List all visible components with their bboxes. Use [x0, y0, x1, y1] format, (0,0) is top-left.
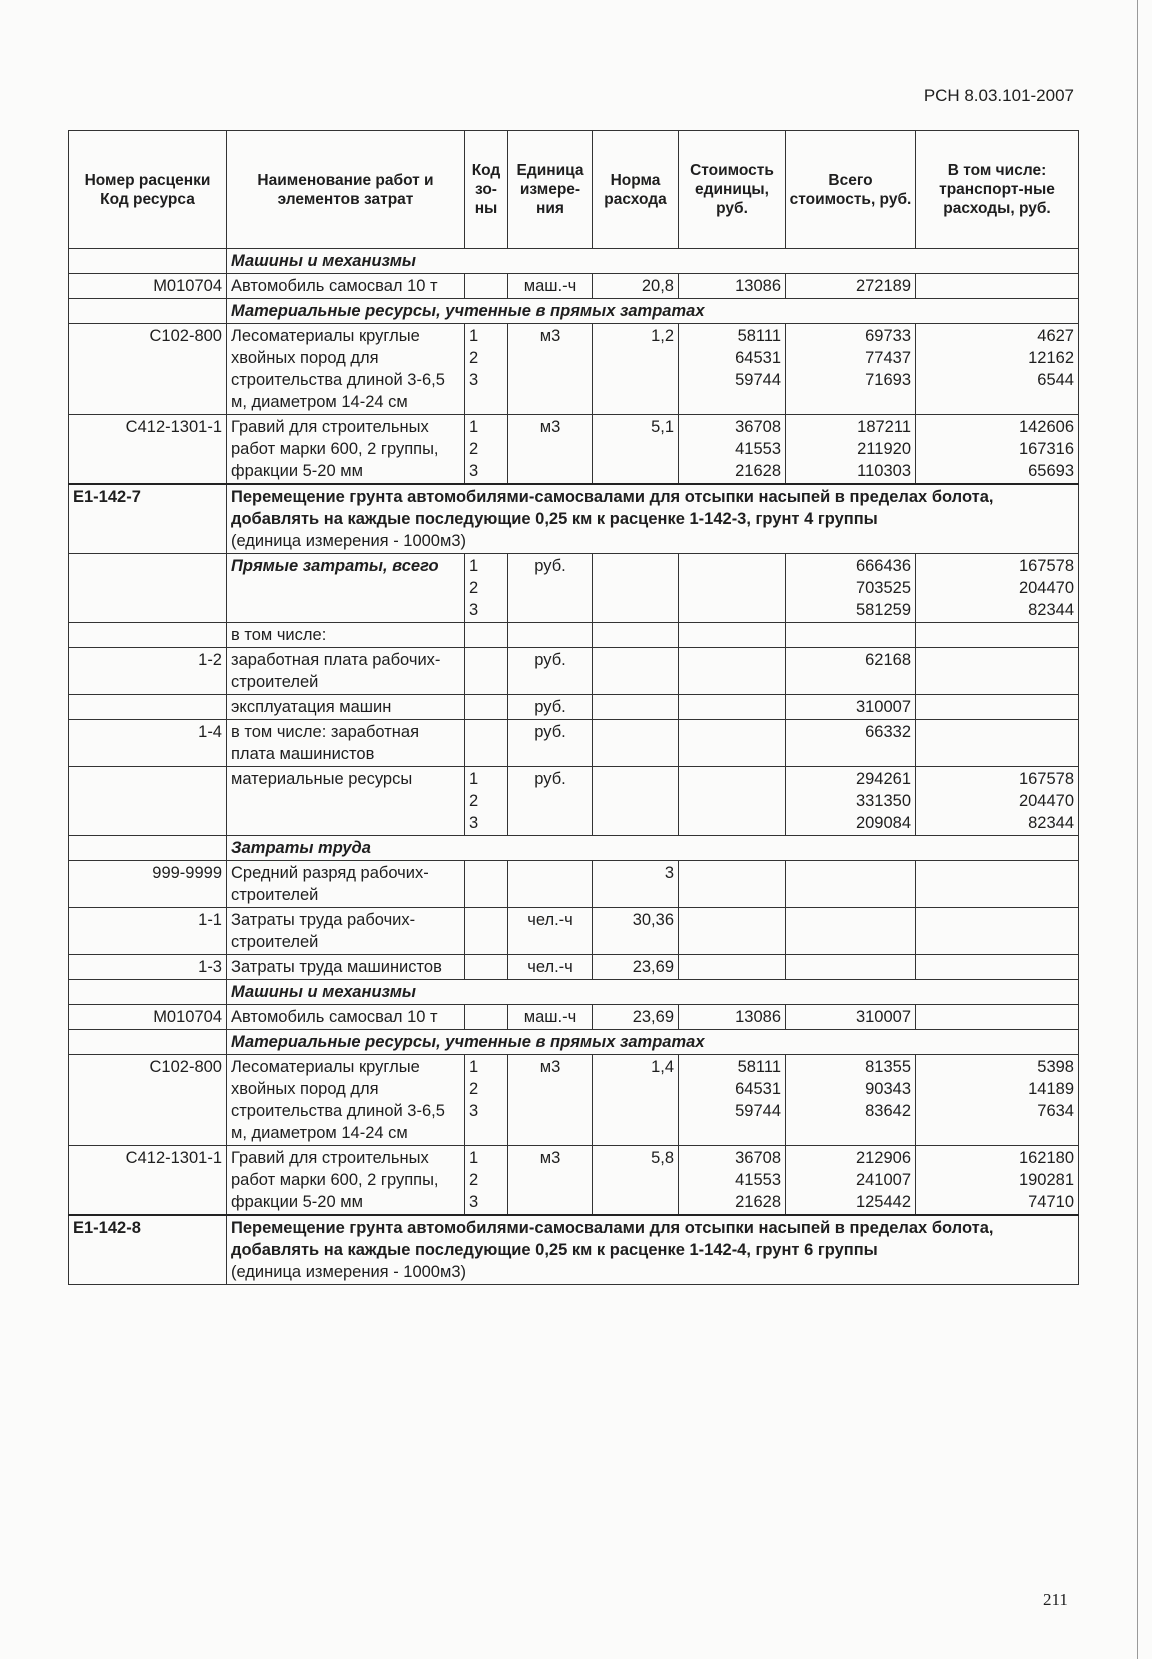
rate-title-cell [227, 1215, 1079, 1285]
header-unit: Единица измере-ния [508, 131, 593, 249]
resource-name: Автомобиль самосвал 10 т [227, 274, 465, 299]
rate-code: Е1-142-7 [69, 484, 227, 554]
section-title: Машины и механизмы [227, 249, 1079, 274]
unit: маш.-ч [508, 274, 593, 299]
table-row [69, 955, 1079, 980]
header-unit-cost: Стоимость единицы, руб. [679, 131, 786, 249]
page-number: 211 [1043, 1590, 1068, 1609]
transport-cell: 4627 12162 6544 [916, 324, 1079, 415]
unit: чел.-ч [508, 908, 593, 955]
resource-code: 999-9999 [69, 861, 227, 908]
direct-costs-label: Прямые затраты, всего [227, 554, 465, 623]
header-name: Наименование работ и элементов затрат [227, 131, 465, 249]
table-header-row [69, 131, 1079, 249]
unit: руб. [508, 648, 593, 695]
resource-name: Автомобиль самосвал 10 т [227, 1005, 465, 1030]
norm: 20,8 [593, 274, 679, 299]
norm: 5,1 [593, 415, 679, 485]
resource-code: 1-4 [69, 720, 227, 767]
total-cost: 310007 [786, 1005, 916, 1030]
resource-code: С102-800 [69, 324, 227, 415]
section-title: Материальные ресурсы, учтенные в прямых затратах [227, 299, 1079, 324]
table-row [69, 695, 1079, 720]
table-row [69, 1146, 1079, 1216]
norm: 23,69 [593, 955, 679, 980]
zones-cell: 1 2 3 [465, 1055, 508, 1146]
resource-name: эксплуатация машин [227, 695, 465, 720]
section-row [69, 299, 1079, 324]
rate-header-row [69, 484, 1079, 554]
table-row [69, 767, 1079, 836]
resource-name: Средний разряд рабочих-строителей [227, 861, 465, 908]
resource-name: материальные ресурсы [227, 767, 465, 836]
zones-cell: 1 2 3 [465, 1146, 508, 1216]
unit: м3 [508, 415, 593, 485]
table-row [69, 648, 1079, 695]
resource-name: заработная плата рабочих-строителей [227, 648, 465, 695]
resource-code: С412-1301-1 [69, 415, 227, 485]
norm: 1,4 [593, 1055, 679, 1146]
transport-cell: 5398 14189 7634 [916, 1055, 1079, 1146]
table-row [69, 324, 1079, 415]
scan-edge-line [1137, 0, 1138, 1659]
total-cost: 272189 [786, 274, 916, 299]
resource-code: С412-1301-1 [69, 1146, 227, 1216]
header-zone: Код зо-ны [465, 131, 508, 249]
unit-costs-cell: 58111 64531 59744 [679, 324, 786, 415]
section-row [69, 836, 1079, 861]
norm: 1,2 [593, 324, 679, 415]
totals-cell: 81355 90343 83642 [786, 1055, 916, 1146]
unit-costs-cell: 58111 64531 59744 [679, 1055, 786, 1146]
rate-code: Е1-142-8 [69, 1215, 227, 1285]
transport-cell: 162180 190281 74710 [916, 1146, 1079, 1216]
unit: руб. [508, 695, 593, 720]
table-row [69, 908, 1079, 955]
document-code: РСН 8.03.101-2007 [923, 86, 1074, 105]
totals-cell: 294261 331350 209084 [786, 767, 916, 836]
transport-cell: 167578 204470 82344 [916, 767, 1079, 836]
zones-cell: 1 2 3 [465, 415, 508, 485]
resource-name: Лесоматериалы круглые хвойных пород для строительства длиной 3-6,5 м, диаметром 14-24 см [227, 1055, 465, 1146]
resource-name: Затраты труда рабочих-строителей [227, 908, 465, 955]
transport-cell: 167578 204470 82344 [916, 554, 1079, 623]
header-code: Номер расценки Код ресурса [69, 131, 227, 249]
zones-cell: 1 2 3 [465, 324, 508, 415]
unit-cost: 13086 [679, 1005, 786, 1030]
section-row [69, 249, 1079, 274]
total-cost: 66332 [786, 720, 916, 767]
resource-name: Затраты труда машинистов [227, 955, 465, 980]
rate-title: Перемещение грунта автомобилями-самосвалами для отсыпки насыпей в пределах болота, добавлять на каждые последующие 0,25 км к расценке 1-142-4, грунт 6 группы [231, 1219, 994, 1259]
table-row [69, 623, 1079, 648]
header-transport: В том числе: транспорт-ные расходы, руб. [916, 131, 1079, 249]
resource-code: С102-800 [69, 1055, 227, 1146]
table-row [69, 274, 1079, 299]
including-label: в том числе: [227, 623, 465, 648]
unit: чел.-ч [508, 955, 593, 980]
resource-name: Гравий для строительных работ марки 600, 2 группы, фракции 5-20 мм [227, 415, 465, 485]
total-cost: 310007 [786, 695, 916, 720]
norm: 23,69 [593, 1005, 679, 1030]
resource-code: 1-1 [69, 908, 227, 955]
resource-code: 1-2 [69, 648, 227, 695]
header-norm: Норма расхода [593, 131, 679, 249]
resource-name: Гравий для строительных работ марки 600, 2 группы, фракции 5-20 мм [227, 1146, 465, 1216]
transport-cell: 142606 167316 65693 [916, 415, 1079, 485]
table-row [69, 554, 1079, 623]
unit-costs-cell: 36708 41553 21628 [679, 1146, 786, 1216]
unit: руб. [508, 720, 593, 767]
unit: маш.-ч [508, 1005, 593, 1030]
rate-header-row [69, 1215, 1079, 1285]
norm: 3 [593, 861, 679, 908]
total-cost: 62168 [786, 648, 916, 695]
unit-cost: 13086 [679, 274, 786, 299]
section-title: Материальные ресурсы, учтенные в прямых затратах [227, 1030, 1079, 1055]
table-row [69, 720, 1079, 767]
unit: м3 [508, 1055, 593, 1146]
resource-code: М010704 [69, 1005, 227, 1030]
section-row [69, 980, 1079, 1005]
section-title: Машины и механизмы [227, 980, 1079, 1005]
resource-name: Лесоматериалы круглые хвойных пород для строительства длиной 3-6,5 м, диаметром 14-24 см [227, 324, 465, 415]
unit-costs-cell: 36708 41553 21628 [679, 415, 786, 485]
unit: руб. [508, 767, 593, 836]
table-row [69, 1005, 1079, 1030]
totals-cell: 212906 241007 125442 [786, 1146, 916, 1216]
unit: руб. [508, 554, 593, 623]
resource-code: М010704 [69, 274, 227, 299]
unit: м3 [508, 1146, 593, 1216]
totals-cell: 666436 703525 581259 [786, 554, 916, 623]
table-row [69, 1055, 1079, 1146]
zones-cell: 1 2 3 [465, 767, 508, 836]
totals-cell: 69733 77437 71693 [786, 324, 916, 415]
header-total: Всего стоимость, руб. [786, 131, 916, 249]
norm: 5,8 [593, 1146, 679, 1216]
totals-cell: 187211 211920 110303 [786, 415, 916, 485]
zones-cell: 1 2 3 [465, 554, 508, 623]
resource-name: в том числе: заработная плата машинистов [227, 720, 465, 767]
table-row [69, 861, 1079, 908]
resource-code: 1-3 [69, 955, 227, 980]
rate-title-cell [227, 484, 1079, 554]
rate-unit-note: (единица измерения - 1000м3) [231, 1263, 466, 1281]
section-row [69, 1030, 1079, 1055]
norm: 30,36 [593, 908, 679, 955]
section-title: Затраты труда [227, 836, 1079, 861]
table-row [69, 415, 1079, 485]
rate-unit-note: (единица измерения - 1000м3) [231, 532, 466, 550]
rates-table [68, 130, 1079, 1285]
unit: м3 [508, 324, 593, 415]
rate-title: Перемещение грунта автомобилями-самосвалами для отсыпки насыпей в пределах болота, добавлять на каждые последующие 0,25 км к расценке 1-142-3, грунт 4 группы [231, 488, 994, 528]
